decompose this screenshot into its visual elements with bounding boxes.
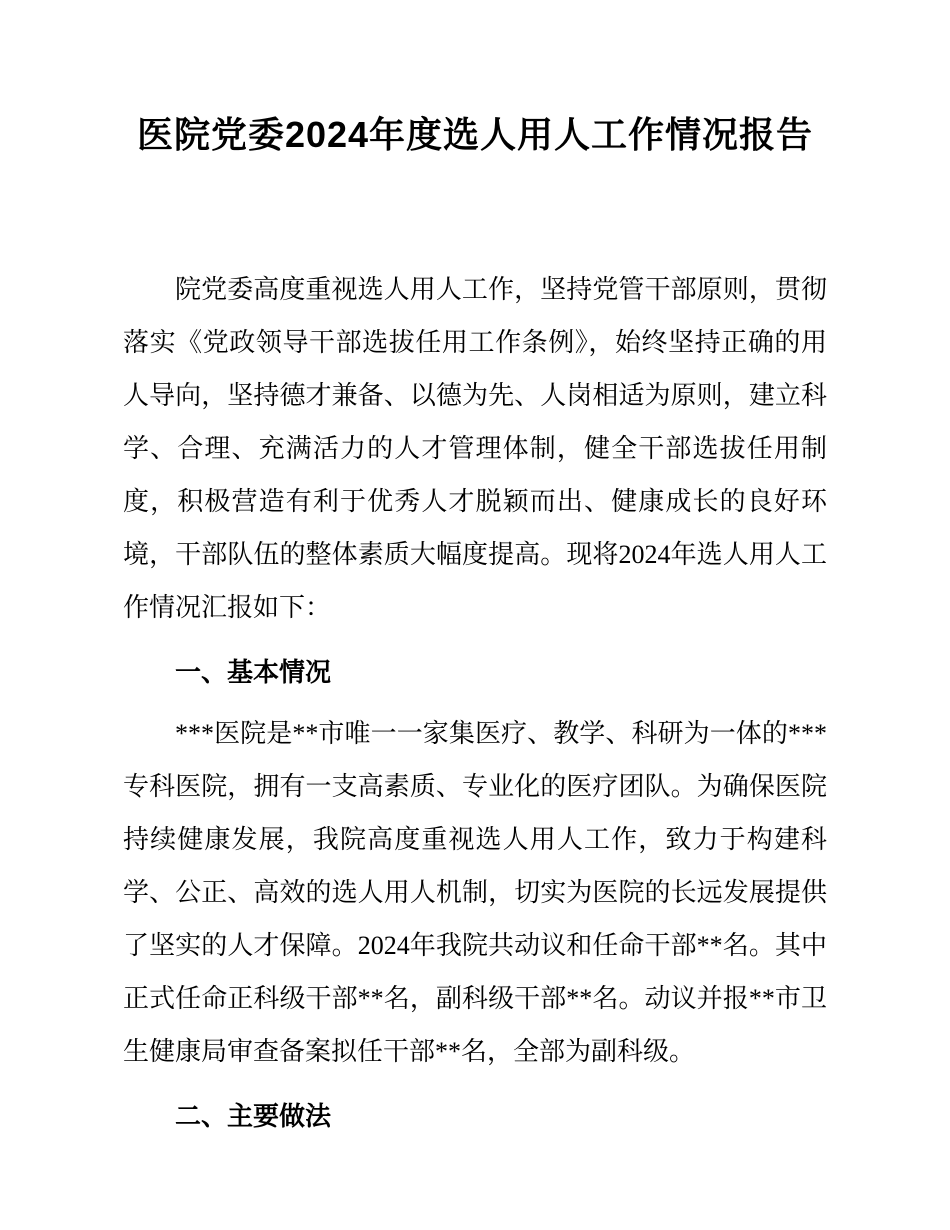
paragraph-intro: 院党委高度重视选人用人工作，坚持党管干部原则，贯彻落实《党政领导干部选拔任用工作条例》，始终坚持正确的用人导向，坚持德才兼备、以德为先、人岗相适为原则，建立科学、合理、充满活力的人才管理体制，健全干部选拔任用制度，积极营造有利于优秀人才脱颖而出、健康成长的良好环境，干部队伍的整体素质大幅度提高。现将2024年选人用人工作情况汇报如下： [123, 274, 827, 622]
section-heading-main-practices: 二、主要做法 [175, 1100, 332, 1131]
section-heading-basic-situation: 一、基本情况 [175, 656, 332, 687]
paragraph-basic-situation: ***医院是**市唯一一家集医疗、教学、科研为一体的***专科医院，拥有一支高素质、专业化的医疗团队。为确保医院持续健康发展，我院高度重视选人用人工作，致力于构建科学、公正、高效的选人用人机制，切实为医院的长远发展提供了坚实的人才保障。2024年我院共动议和任命干部**名。其中正式任命正科级干部**名，副科级干部**名。动议并报**市卫生健康局审查备案拟任干部**名，全部为副科级。 [123, 718, 827, 1066]
document-title: 医院党委2024年度选人用人工作情况报告 [136, 114, 814, 155]
